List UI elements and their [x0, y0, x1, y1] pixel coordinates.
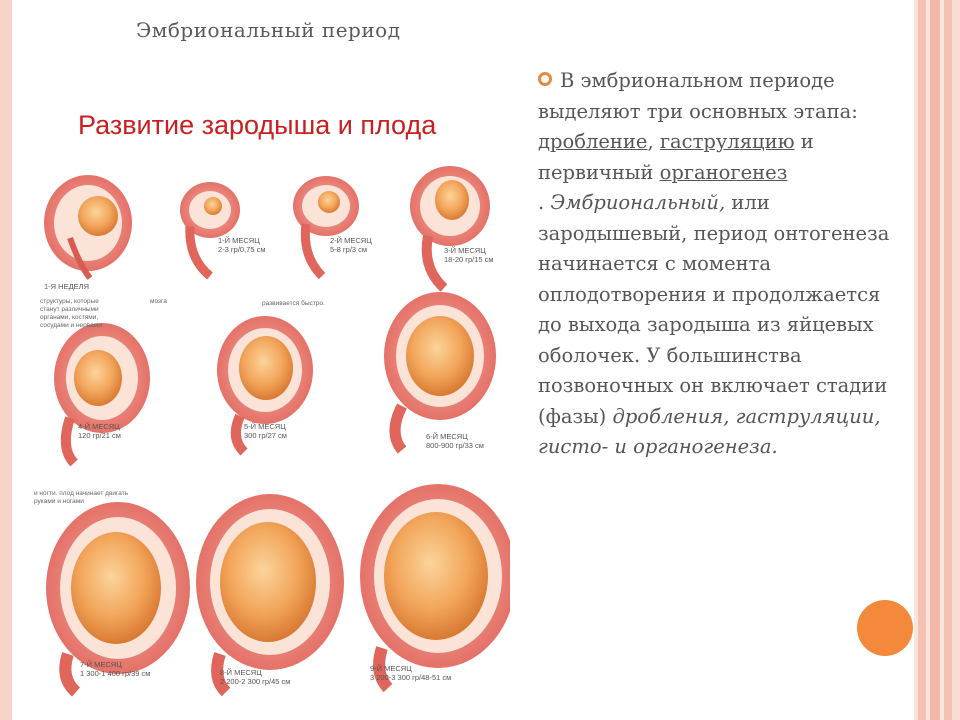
stage-label: 1-Й МЕСЯЦ 2-3 гр/0,75 см: [218, 236, 266, 254]
stage-label: 5-Й МЕСЯЦ 300 гр/27 см: [244, 422, 287, 440]
stage-month-3: [410, 166, 490, 288]
decorative-circle: [857, 600, 913, 656]
caption-fast: развивается быстро.: [262, 300, 325, 307]
decorative-stripes: [914, 0, 960, 720]
stage-label: 9-Й МЕСЯЦ 3 200-3 300 гр/48-51 см: [370, 664, 452, 682]
figure-heading: Развитие зародыша и плода: [78, 110, 437, 140]
caption-nails: и ногти. плод начинает двигать руками и ногами: [34, 490, 129, 505]
embryo-development-figure: [30, 88, 510, 700]
stage-label: 8-Й МЕСЯЦ 2 200-2 300 гр/45 см: [220, 668, 291, 686]
stage-month-1: [180, 182, 240, 276]
slide-body-text: В эмбриональном периоде выделяют три основных этапа: дробление, гаструляцию и первичный органогенез . Эмбриональный, или зародышевый, период онтогенеза начинается с момента оплодотворения и продолжается до выхода зародыша из яйцевых оболочек. У большинства позвоночных он включает стадии (фазы) дробления, гаструляции, гисто- и органогенеза.: [538, 69, 890, 458]
stage-week-1: [44, 175, 132, 278]
stage-label: 4-Й МЕСЯЦ 120 гр/21 см: [78, 422, 121, 440]
link-organogenez[interactable]: органогенез: [659, 160, 788, 184]
caption-structures: структуры, которые станут различными органами, костями, сосудами и нервами: [40, 298, 102, 329]
stage-label: 1-Я НЕДЕЛЯ: [44, 282, 90, 291]
stage-month-6: [384, 292, 496, 450]
link-drobleniye[interactable]: дробление: [538, 130, 648, 153]
stage-label: 3-Й МЕСЯЦ 18-20 гр/15 см: [444, 246, 494, 264]
stage-month-2: [293, 176, 359, 276]
stage-month-4: [54, 323, 150, 463]
left-border: [0, 0, 12, 720]
stage-month-8: [196, 494, 344, 692]
stage-label: 6-Й МЕСЯЦ 800-900 гр/33 см: [426, 432, 484, 450]
embryo-illustrations: [30, 88, 510, 700]
caption-brain: мозга: [150, 298, 167, 305]
stage-label: 7-Й МЕСЯЦ 1 300-1 400 гр/39 см: [80, 660, 151, 678]
stage-label: 2-Й МЕСЯЦ 5-8 гр/3 см: [330, 236, 372, 254]
stage-month-9: [360, 484, 510, 688]
slide-title: Эмбриональный период: [136, 18, 401, 42]
link-gastrulyatsiya[interactable]: гаструляцию: [659, 130, 795, 153]
